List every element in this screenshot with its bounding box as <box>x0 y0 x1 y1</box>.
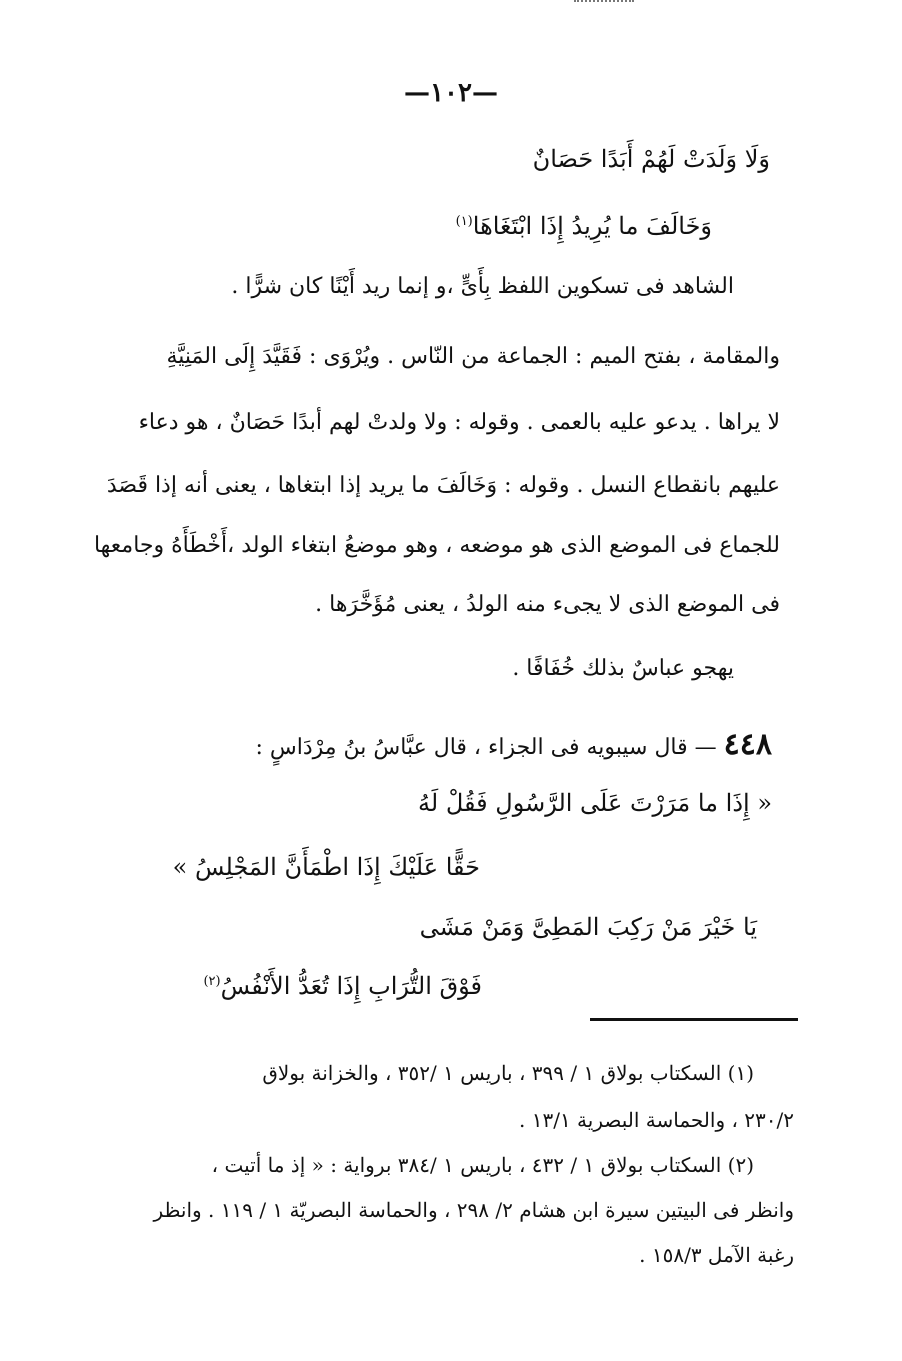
page-number: —١٠٢— <box>404 78 498 108</box>
verse-line-1: وَلَا وَلَدَتْ لَهُمْ أَبَدًا حَصَانٌ <box>532 145 770 173</box>
commentary-line-5: للجماع فى الموضع الذى هو موضعه ، وهو موضعُ ابتغاء الولد ،أَخْطَأَهُ وجامعها <box>93 533 780 558</box>
footnote-2-line-1: (٢) السكتاب بولاق ١ / ٤٣٢ ، باريس ١ /٣٨٤ برواية : « إذ ما أتيت ، <box>211 1153 754 1177</box>
commentary-line-6: فى الموضع الذى لا يجىء منه الولدُ ، يعنى مُؤَخَّرَها . <box>315 592 780 617</box>
top-edge-mark <box>574 0 634 6</box>
entry-intro: — قال سيبويه فى الجزاء ، قال عبَّاسُ بنُ مِرْدَاسٍ : <box>255 735 717 760</box>
commentary-line-4: عليهم بانقطاع النسل . وقوله : وَخَالَفَ ما يريد إذا ابتغاها ، يعنى أنه إذا قَصَدَ <box>106 473 780 498</box>
footnote-2-line-2: وانظر فى البيتين سيرة ابن هشام ٢/ ٢٩٨ ، والحماسة البصريّة ١ / ١١٩ . وانظر <box>153 1198 794 1222</box>
commentary-line-2: والمقامة ، بفتح الميم : الجماعة من النّاس . ويُرْوَى : فَقَيَّدَ إِلَى المَنِيَّةِ <box>166 344 780 369</box>
footnote-ref-2: (٢) <box>203 974 221 989</box>
footnote-separator <box>590 1018 798 1021</box>
entry-448-verse-line-1: « إِذَا ما مَرَرْتَ عَلَى الرَّسُولِ فَقُلْ لَهُ <box>418 789 772 817</box>
footnote-1-line-2: ٢٣٠/٢ ، والحماسة البصرية ١٣/١ . <box>519 1108 794 1132</box>
verse-line-2-text: وَخَالَفَ ما يُرِيدُ إِذَا ابْتَغَاهَا <box>472 212 712 240</box>
commentary-line-7: يهجو عباسٌ بذلك خُفَافًا . <box>512 656 734 681</box>
commentary-line-1: الشاهد فى تسكوين اللفظ بِأَىٍّ ،و إنما ريد أَيْنًا كان شرًّا . <box>231 274 734 299</box>
footnote-2-line-3: رغبة الآمل ١٥٨/٣ . <box>639 1243 794 1267</box>
footnote-ref-1: (١) <box>455 214 473 229</box>
entry-448-verse-line-4-text: فَوْقَ التُّرَابِ إِذَا تُعَدُّ الأَنْفُسُ <box>220 972 482 1000</box>
footnote-1-line-1: (١) السكتاب بولاق ١ / ٣٩٩ ، باريس ١ /٣٥٢ ، والخزانة بولاق <box>262 1061 754 1085</box>
entry-448-verse-line-2: حَقًّا عَلَيْكَ إِذَا اطْمَأَنَّ المَجْلِسُ » <box>172 853 480 881</box>
entry-448-heading <box>255 728 772 765</box>
verse-line-2 <box>456 205 712 243</box>
entry-448-verse-line-3: يَا خَيْرَ مَنْ رَكِبَ المَطِىَّ وَمَنْ مَشَى <box>419 913 757 941</box>
commentary-line-3: لا يراها . يدعو عليه بالعمى . وقوله : ولا ولدتْ لهم أبدًا حَصَانٌ ، هو دعاء <box>138 410 780 435</box>
entry-number: ٤٤٨ <box>723 727 772 762</box>
entry-448-verse-line-4 <box>203 965 482 1003</box>
